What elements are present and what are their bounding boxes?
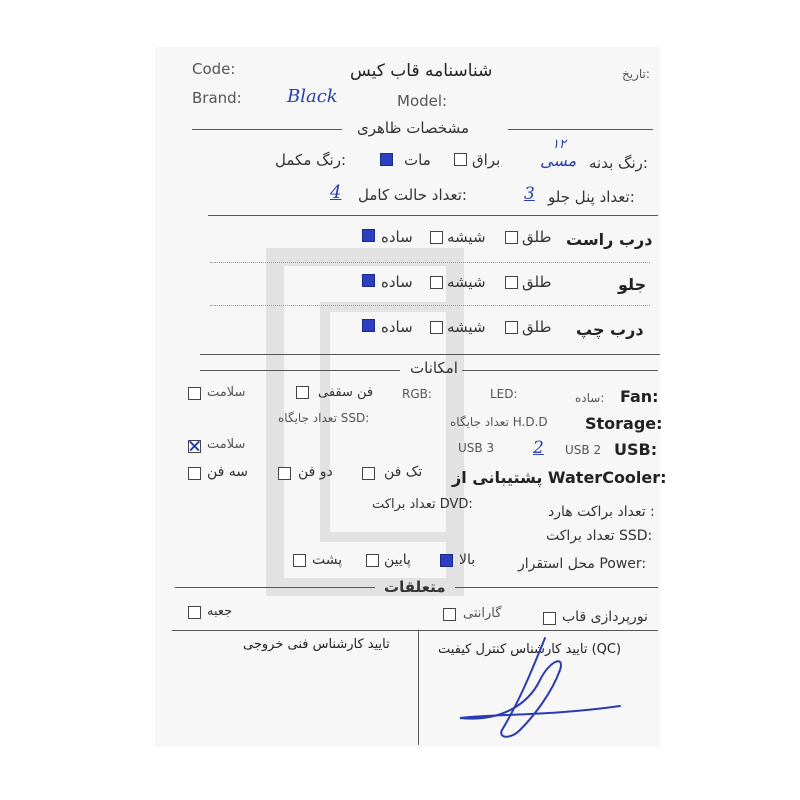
vertical-divider (418, 630, 419, 745)
power-top-checkbox[interactable] (440, 554, 453, 567)
storage-label: Storage: (585, 414, 663, 433)
power-bottom-checkbox[interactable] (366, 554, 379, 567)
matte-checkbox[interactable] (380, 153, 393, 166)
divider (200, 354, 660, 355)
watermark-logo (255, 247, 475, 607)
box-checkbox[interactable] (188, 606, 201, 619)
usb3-label: USB 3 (458, 441, 495, 455)
door-front-plain-checkbox[interactable] (362, 274, 375, 287)
power-back-label: پشت (312, 552, 343, 568)
ssd-bracket-label: تعداد براکت SSD: (546, 528, 653, 544)
divider (462, 370, 658, 371)
body-color-value: مسی (540, 151, 577, 170)
door-right-opt-plain: ساده (381, 228, 413, 246)
single-fan-label: تک فن (384, 464, 423, 480)
usb-label: USB: (614, 440, 658, 459)
door-front-label: جلو (618, 275, 647, 294)
hdd-bracket-label: تعداد براکت هارد : (548, 504, 655, 520)
body-color-note: ۱۲ (552, 137, 566, 152)
divider (508, 129, 653, 130)
qc-approval-label: تایید کارشناس کنترل کیفیت (QC) (438, 642, 622, 657)
fan-simple-label: ساده: (575, 391, 605, 405)
fan-healthy-label: سلامت (207, 385, 246, 400)
fan-rgb-label: RGB: (402, 387, 432, 401)
brand-value: Black (287, 86, 338, 107)
appearance-section-title: مشخصات ظاهری (357, 119, 470, 137)
fan-ceiling-checkbox[interactable] (296, 386, 309, 399)
fan-healthy-checkbox[interactable] (188, 387, 201, 400)
double-fan-label: دو فن (298, 464, 333, 480)
tech-approval-label: تایید کارشناس فنی خروجی (243, 637, 390, 652)
full-states-value: 4 (330, 182, 342, 203)
door-front-glass-checkbox[interactable] (430, 276, 443, 289)
divider (175, 587, 375, 588)
door-front-opt-plain: ساده (381, 273, 413, 291)
door-left-glass-checkbox[interactable] (430, 321, 443, 334)
door-left-plain-checkbox[interactable] (362, 319, 375, 332)
accessories-section-title: متعلقات (384, 578, 446, 596)
form-title: شناسنامه قاب کیس (350, 61, 493, 81)
door-right-blank-checkbox[interactable] (505, 231, 518, 244)
usb2-value: 2 (533, 438, 544, 458)
case-lighting-label: نورپردازی قاب (562, 609, 648, 625)
case-lighting-checkbox[interactable] (543, 612, 556, 625)
power-bottom-label: پایین (384, 552, 411, 568)
box-label: جعبه (207, 604, 233, 619)
divider (200, 370, 400, 371)
usb2-label: USB 2 (565, 443, 602, 457)
fan-led-label: LED: (490, 387, 518, 401)
fan-ceiling-label: فن سقفی (318, 385, 374, 400)
hdd-bay-label: تعداد جایگاه H.D.D (450, 415, 548, 429)
door-right-plain-checkbox[interactable] (362, 229, 375, 242)
door-right-opt-blank: طلق (522, 228, 552, 246)
dotted-divider (210, 262, 650, 263)
divider (192, 129, 342, 130)
full-states-label: تعداد حالت کامل: (358, 186, 467, 204)
power-position-label: محل استقرار Power: (518, 556, 647, 572)
door-right-label: درب راست (566, 230, 653, 249)
power-back-checkbox[interactable] (293, 554, 306, 567)
date-label: تاریخ: (622, 67, 650, 81)
fan-label: Fan: (620, 387, 659, 406)
brand-label: Brand: (192, 89, 242, 107)
ssd-bay-label: تعداد جایگاه SSD: (278, 411, 370, 425)
door-left-opt-blank: طلق (522, 318, 552, 336)
door-right-glass-checkbox[interactable] (430, 231, 443, 244)
code-label: Code: (192, 60, 236, 78)
door-left-blank-checkbox[interactable] (505, 321, 518, 334)
warranty-checkbox[interactable] (443, 608, 456, 621)
front-panels-label: تعداد پنل جلو: (548, 188, 635, 206)
matte-label: مات (404, 151, 431, 169)
usb-healthy-checkbox[interactable] (188, 440, 201, 453)
double-fan-checkbox[interactable] (278, 467, 291, 480)
divider (455, 587, 658, 588)
door-right-opt-glass: شیشه (447, 228, 486, 246)
door-left-label: درب چپ (576, 320, 644, 339)
dotted-divider (210, 305, 650, 306)
single-fan-checkbox[interactable] (362, 467, 375, 480)
gloss-label: براق (472, 151, 501, 169)
model-label: Model: (397, 92, 448, 110)
body-color-label: رنگ بدنه: (589, 154, 648, 172)
features-section-title: امکانات (410, 359, 458, 377)
qc-signature (440, 630, 630, 750)
watercooler-label: پشتیبانی از WaterCooler: (452, 468, 667, 487)
divider (208, 215, 658, 216)
usb-healthy-label: سلامت (207, 437, 246, 452)
complementary-color-label: رنگ مکمل: (275, 151, 347, 169)
triple-fan-checkbox[interactable] (188, 467, 201, 480)
door-left-opt-glass: شیشه (447, 318, 486, 336)
door-left-opt-plain: ساده (381, 318, 413, 336)
gloss-checkbox[interactable] (454, 153, 467, 166)
triple-fan-label: سه فن (207, 464, 249, 480)
door-front-blank-checkbox[interactable] (505, 276, 518, 289)
warranty-label: گارانتی (463, 606, 502, 621)
door-front-opt-glass: شیشه (447, 273, 486, 291)
front-panels-value: 3 (524, 184, 535, 204)
door-front-opt-blank: طلق (522, 273, 552, 291)
dvd-bracket-label: تعداد براکت DVD: (372, 497, 473, 512)
power-top-label: بالا (459, 552, 476, 568)
